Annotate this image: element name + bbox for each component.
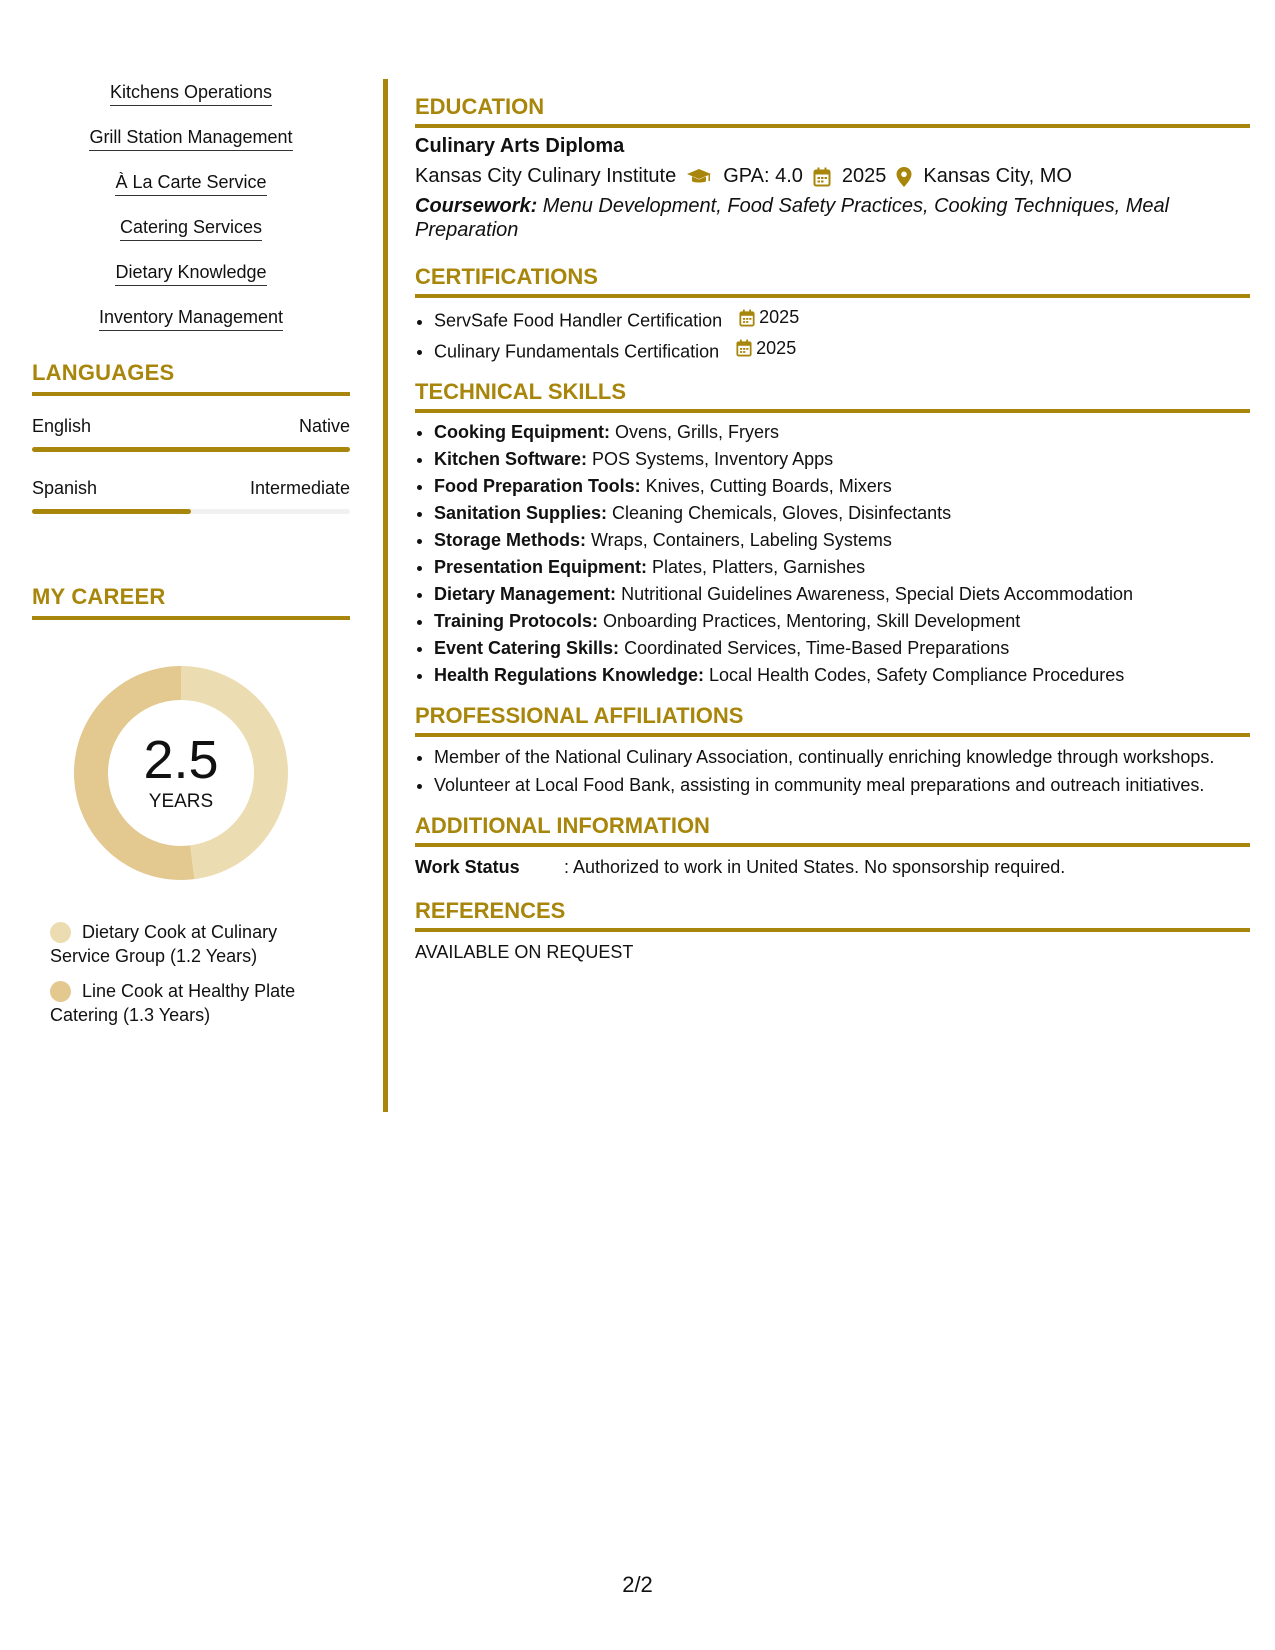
skill-label: Storage Methods:	[434, 530, 587, 550]
language-name: English	[32, 416, 92, 436]
skill-value: Ovens, Grills, Fryers	[609, 422, 779, 442]
technical-skill-item	[434, 581, 1250, 608]
calendar-icon	[736, 339, 752, 357]
skill-item: À La Carte Service	[115, 170, 266, 196]
career-heading: MY CAREER	[32, 584, 350, 620]
calendar-icon	[739, 309, 755, 327]
page-number: 2/2	[622, 1572, 653, 1597]
affiliation-item: • Member of the National Culinary Association, continually enriching knowledge through workshops.	[434, 745, 1250, 769]
education-heading: EDUCATION	[415, 94, 1250, 128]
technical-skill-item	[434, 419, 1250, 446]
references-section	[415, 898, 1250, 963]
technical-skill-item	[434, 554, 1250, 581]
skill-label: Dietary Management:	[434, 584, 617, 604]
school-name: Kansas City Culinary Institute	[415, 165, 677, 187]
technical-skill-item	[434, 635, 1250, 662]
coursework-text: Menu Development, Food Safety Practices, Cooking Techniques, Meal Preparation	[415, 195, 1170, 241]
education-meta	[415, 165, 1250, 188]
technical-skills-list	[415, 419, 1250, 689]
certifications-heading: CERTIFICATIONS	[415, 264, 1250, 298]
technical-skill-item	[434, 662, 1250, 689]
skill-label: Kitchen Software:	[434, 449, 588, 469]
affiliations-heading: PROFESSIONAL AFFILIATIONS	[415, 703, 1250, 737]
skill-value: Cleaning Chemicals, Gloves, Disinfectants	[607, 503, 952, 523]
work-status	[415, 857, 1250, 878]
technical-skill-item	[434, 473, 1250, 500]
graduation-cap-icon	[686, 168, 712, 186]
skill-item: Dietary Knowledge	[115, 260, 266, 286]
technical-skill-item	[434, 527, 1250, 554]
technical-skill-item	[434, 608, 1250, 635]
certification-year: 2025	[759, 307, 800, 327]
language-bar-track	[32, 447, 350, 452]
career-legend-line1: Line Cook at Healthy Plate	[82, 981, 296, 1001]
career-legend-item	[50, 920, 352, 968]
language-bar-fill	[32, 447, 350, 452]
certifications-list	[415, 304, 1250, 365]
technical-skills-heading: TECHNICAL SKILLS	[415, 379, 1250, 413]
certification-item	[434, 335, 1250, 366]
languages-section	[32, 360, 350, 514]
skill-value: POS Systems, Inventory Apps	[587, 449, 834, 469]
skill-label: Training Protocols:	[434, 611, 599, 631]
language-bar-track	[32, 509, 350, 514]
skill-label: Cooking Equipment:	[434, 422, 610, 442]
certification-item	[434, 304, 1250, 335]
column-divider	[383, 79, 388, 1112]
references-heading: REFERENCES	[415, 898, 1250, 932]
skill-label: Presentation Equipment:	[434, 557, 648, 577]
graduation-year: 2025	[841, 165, 887, 187]
skill-label: Event Catering Skills:	[434, 638, 620, 658]
skill-value: Onboarding Practices, Mentoring, Skill Development	[598, 611, 1021, 631]
skill-value: Wraps, Containers, Labeling Systems	[586, 530, 892, 550]
technical-skill-item	[434, 446, 1250, 473]
additional-info-section	[415, 813, 1250, 878]
left-column	[32, 80, 350, 1027]
career-unit: YEARS	[148, 791, 214, 812]
career-donut	[66, 658, 296, 888]
affiliations-list	[415, 745, 1250, 797]
references-text: AVAILABLE ON REQUEST	[415, 942, 634, 962]
career-legend-item	[50, 979, 352, 1027]
skill-value: Knives, Cutting Boards, Mixers	[640, 476, 892, 496]
gpa: GPA: 4.0	[723, 165, 803, 187]
skill-value: Local Health Codes, Safety Compliance Procedures	[704, 665, 1125, 685]
language-level: Native	[298, 416, 350, 436]
skill-item: Kitchens Operations	[110, 80, 272, 106]
language-item	[32, 478, 350, 514]
certifications-section	[415, 264, 1250, 365]
skills-list	[32, 80, 350, 331]
career-legend-line1: Dietary Cook at Culinary	[82, 922, 278, 942]
skill-value: Plates, Platters, Garnishes	[647, 557, 866, 577]
language-bar-fill	[32, 509, 191, 514]
legend-dot	[50, 981, 71, 1002]
school-location: Kansas City, MO	[923, 165, 1072, 187]
skill-item: Inventory Management	[99, 305, 283, 331]
technical-skills-section	[415, 379, 1250, 689]
career-total: 2.5	[143, 730, 219, 790]
additional-info-heading: ADDITIONAL INFORMATION	[415, 813, 1250, 847]
languages-heading: LANGUAGES	[32, 360, 350, 396]
skill-label: Sanitation Supplies:	[434, 503, 608, 523]
language-level: Intermediate	[249, 478, 350, 498]
skill-item: Catering Services	[120, 215, 262, 241]
language-item	[32, 416, 350, 452]
work-status-value: : Authorized to work in United States. No sponsorship required.	[564, 857, 1066, 877]
degree-title: Culinary Arts Diploma	[415, 135, 625, 157]
language-name: Spanish	[32, 478, 98, 498]
coursework	[415, 194, 1250, 242]
certification-name: Culinary Fundamentals Certification	[434, 341, 720, 361]
map-pin-icon	[896, 167, 912, 187]
skill-item: Grill Station Management	[89, 125, 292, 151]
skill-value: Coordinated Services, Time-Based Preparations	[619, 638, 1010, 658]
skill-label: Food Preparation Tools:	[434, 476, 641, 496]
career-legend	[32, 920, 350, 1027]
coursework-label: Coursework:	[415, 195, 538, 217]
right-column	[415, 94, 1250, 963]
skill-label: Health Regulations Knowledge:	[434, 665, 705, 685]
career-legend-line2: Service Group (1.2 Years)	[50, 946, 258, 966]
legend-dot	[50, 922, 71, 943]
certification-name: ServSafe Food Handler Certification	[434, 310, 723, 331]
technical-skill-item	[434, 500, 1250, 527]
calendar-icon	[813, 167, 831, 187]
certification-year: 2025	[756, 337, 797, 358]
career-section	[32, 584, 350, 1027]
education-section	[415, 94, 1250, 242]
career-legend-line2: Catering (1.3 Years)	[50, 1005, 211, 1025]
work-status-label: Work Status	[415, 857, 520, 877]
affiliations-section	[415, 703, 1250, 797]
affiliation-item: • Volunteer at Local Food Bank, assisting in community meal preparations and outreach initiatives.	[434, 773, 1250, 797]
skill-value: Nutritional Guidelines Awareness, Special Diets Accommodation	[616, 584, 1133, 604]
